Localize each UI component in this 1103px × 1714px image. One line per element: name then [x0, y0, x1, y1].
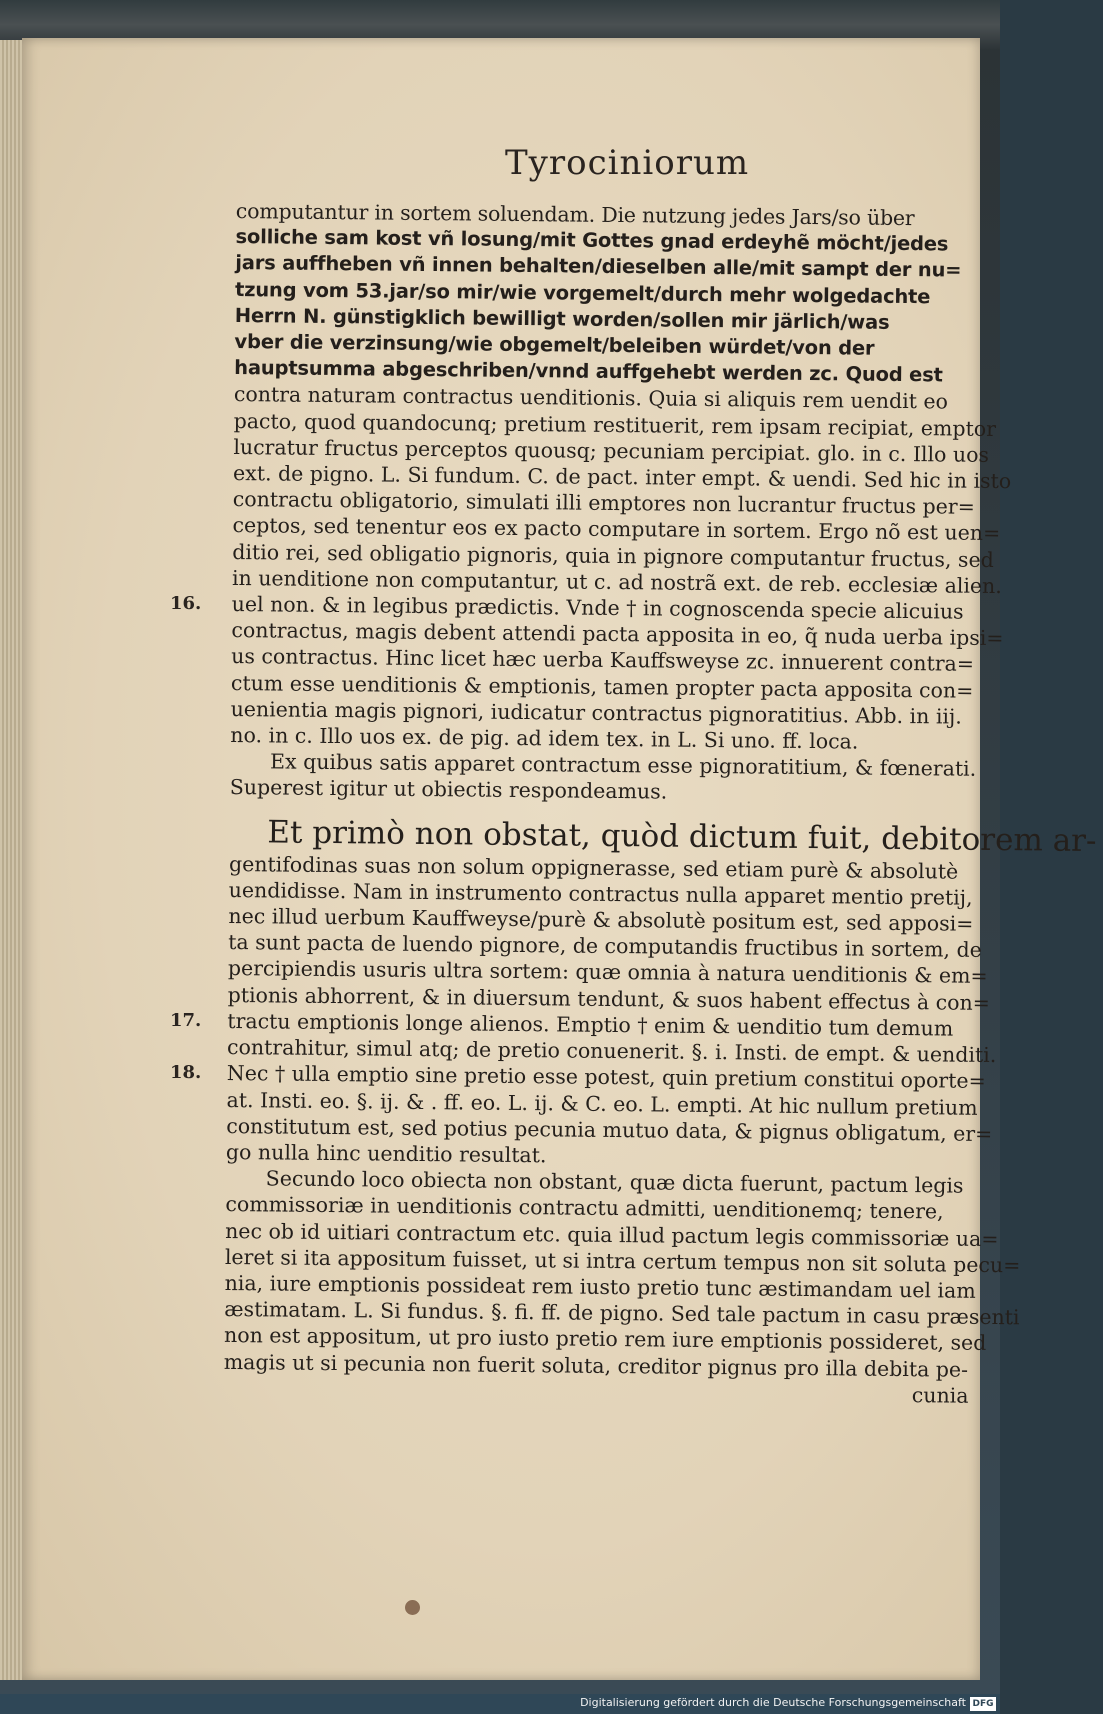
- text-line: magis ut si pecunia non fuerit soluta, creditor pignus pro illa debita pe-: [223, 1349, 969, 1382]
- text-line: contractu obligatorio, simulati illi emptores non lucrantur fructus per=: [232, 487, 975, 519]
- text-line: tractu emptionis longe alienos. Emptio † enim & uenditio tum demum: [227, 1008, 954, 1041]
- text-line: us contractus. Hinc licet hæc uerba Kauffsweyse zc. innuerent contra=: [231, 644, 975, 677]
- text-line: cunia: [911, 1382, 969, 1408]
- text-line: ceptos, sed tenentur eos ex pacto computare in sortem. Ergo nõ est uen=: [232, 513, 1001, 546]
- text-line: go nulla hinc uenditio resultat.: [225, 1139, 547, 1168]
- running-head: Tyrociniorum: [505, 143, 750, 183]
- text-line: Superest igitur ut obiectis respondeamus.: [229, 775, 668, 805]
- text-line: nec illud uerbum Kauffweyse/purè & absolutè positum est, sed apposi=: [228, 904, 974, 936]
- body-text-block: [223, 198, 1097, 1409]
- margin-note-number: 16.: [170, 593, 202, 614]
- dfg-logo: DFG: [970, 1697, 996, 1711]
- text-line: lucratur fructus perceptos quousq; pecuniam percipiat. glo. in c. Illo uos: [233, 434, 990, 467]
- text-line: solliche sam kost vñ losung/mit Gottes gnad erdeyhẽ möcht/jedes: [235, 225, 949, 256]
- text-line: percipiendis usuris ultra sortem: quæ omnia à natura uenditionis & em=: [227, 956, 988, 989]
- page-ornament-dot: [405, 1600, 420, 1615]
- text-line: ditio rei, sed obligatio pignoris, quia in pignore computantur fructus, sed: [232, 539, 994, 572]
- text-line: at. Insti. eo. §. ij. & . ff. eo. L. ij. & C. eo. L. empti. At hic nullum pretium: [226, 1087, 978, 1120]
- text-line: contractus, magis debent attendi pacta apposita in eo, q̃ nuda uerba ipsi=: [231, 618, 1004, 651]
- text-line: gentifodinas suas non solum oppignerasse, sed etiam purè & absolutè: [228, 851, 959, 884]
- text-line: Ex quibus satis apparet contractum esse pignoratitium, & fœnerati.: [269, 749, 977, 782]
- text-line: in uenditione non computantur, ut c. ad nostrã ext. de reb. ecclesiæ alien.: [231, 565, 1002, 598]
- text-line: ctum esse uenditionis & emptionis, tamen propter pacta apposita con=: [230, 670, 974, 703]
- text-line: nec ob id uitiari contractum etc. quia illud pactum legis commissoriæ ua=: [225, 1218, 999, 1251]
- text-line: constitutum est, sed potius pecunia mutuo data, & pignus obligatum, er=: [226, 1113, 993, 1146]
- text-line: tzung vom 53.jar/so mir/wie vorgemelt/durch mehr wolgedachte: [234, 277, 931, 308]
- text-line: pacto, quod quandocunq; pretium restituerit, rem ipsam recipiat, emptor: [233, 408, 997, 441]
- text-line: hauptsumma abgeschriben/vnnd auffgehebt werden zc. Quod est: [234, 356, 943, 387]
- text-line: uenientia magis pignori, iudicatur contractus pignoratitius. Abb. in iij.: [230, 696, 963, 729]
- text-line: ptionis abhorrent, & in diuersum tendunt, & suos habent effectus à con=: [227, 982, 991, 1015]
- text-line: ext. de pigno. L. Si fundum. C. de pact. inter empt. & uendi. Sed hic in isto: [232, 461, 1012, 494]
- text-line: contra naturam contractus uenditionis. Quia si aliquis rem uendit eo: [233, 382, 949, 414]
- text-line: contrahitur, simul atq; de pretio conuenerit. §. i. Insti. de empt. & uenditi.: [226, 1035, 997, 1068]
- text-line: vber die verzinsung/wie obgemelt/beleiben würdet/von der: [234, 330, 875, 360]
- text-line: Secundo loco obiecta non obstant, quæ dicta fuerunt, pactum legis: [265, 1166, 964, 1198]
- text-line: Et primò non obstat, quòd dictum fuit, debitorem ar-: [267, 814, 1097, 859]
- text-line: non est appositum, ut pro iusto pretio rem iure emptionis possideret, sed: [223, 1323, 987, 1356]
- margin-note-number: 18.: [170, 1062, 202, 1084]
- margin-note-number: 17.: [170, 1009, 202, 1031]
- text-line: uel non. & in legibus prædictis. Vnde † in cognoscenda specie alicuius: [231, 592, 964, 624]
- text-line: Herrn N. günstigklich bewilligt worden/sollen mir järlich/was: [234, 303, 890, 334]
- text-line: æstimatam. L. Si fundus. §. fi. ff. de pigno. Sed tale pactum in casu præsenti: [224, 1297, 1020, 1330]
- text-line: nia, iure emptionis possideat rem iusto pretio tunc æstimandam uel iam: [224, 1270, 976, 1303]
- text-line: computantur in sortem soluendam. Die nutzung jedes Jars/so über: [235, 198, 915, 231]
- text-line: ta sunt pacta de luendo pignore, de computandis fructibus in sortem, de: [228, 930, 982, 963]
- text-line: leret si ita appositum fuisset, ut si intra certum tempus non sit soluta pecu=: [224, 1244, 1021, 1277]
- text-line: commissoriæ in uenditionis contractu admitti, uenditionemq; tenere,: [225, 1192, 944, 1224]
- text-line: jars auffheben vñ innen behalten/dieselben alle/mit sampt der nu=: [235, 251, 962, 283]
- text-line: Nec † ulla emptio sine pretio esse potest, quin pretium constitui oporte=: [226, 1061, 986, 1094]
- text-line: no. in c. Illo uos ex. de pig. ad idem tex. in L. Si uno. ff. loca.: [230, 723, 859, 754]
- footer-credit: Digitalisierung gefördert durch die Deutsche Forschungsgemeinschaft: [580, 1696, 966, 1709]
- text-line: uendidisse. Nam in instrumento contractus nulla apparet mentio pretij,: [228, 877, 973, 910]
